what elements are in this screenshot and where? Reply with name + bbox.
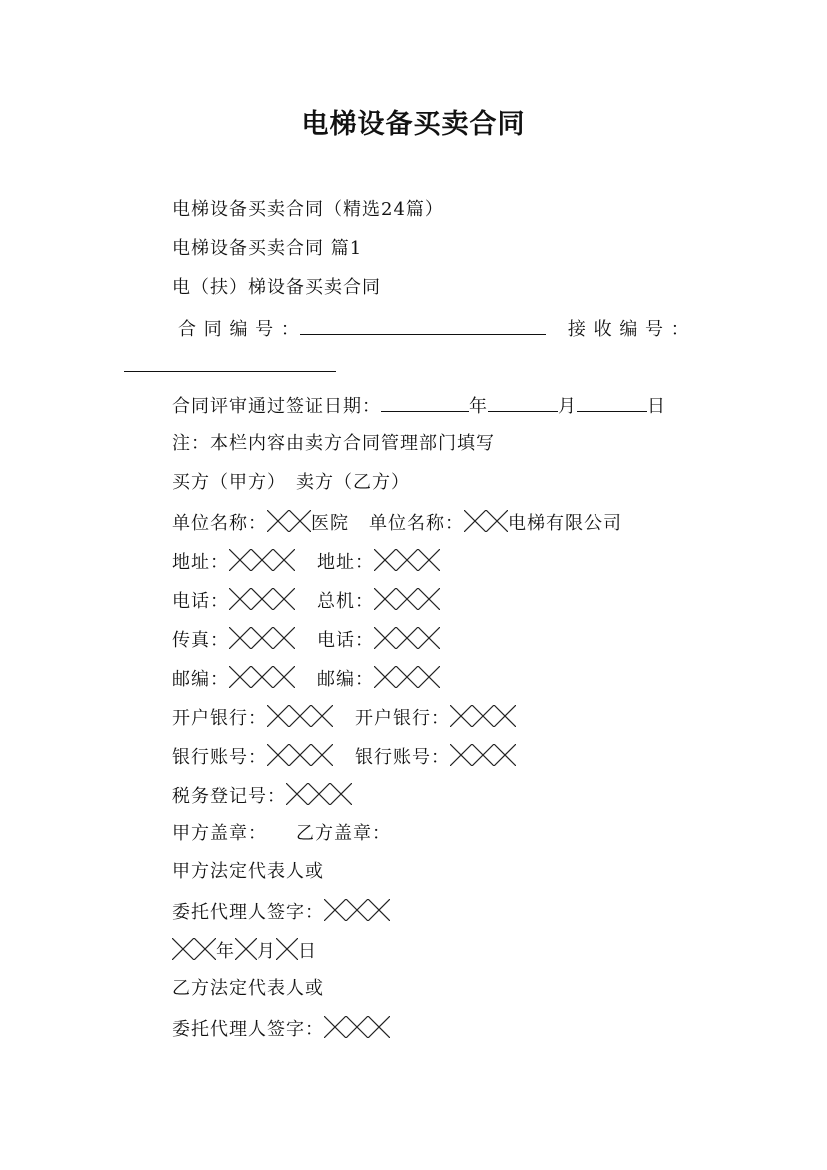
rep-b-line: 乙方法定代表人或 (172, 978, 324, 999)
placeholder-xxx-icon (374, 627, 440, 649)
contract-number-blank (300, 316, 546, 335)
sign-date-line (172, 938, 317, 964)
review-date-line (172, 393, 666, 419)
placeholder-x-icon (276, 938, 298, 960)
seal-line: 甲方盖章： 乙方盖章： (172, 823, 391, 844)
phone-line (172, 588, 440, 614)
sign-a-label: 委托代理人签字： (172, 902, 324, 923)
elevator-company-text: 电梯有限公司 (508, 513, 622, 534)
placeholder-xxx-icon (450, 705, 516, 727)
placeholder-xxx-icon (324, 1016, 390, 1038)
placeholder-xxx-icon (229, 588, 295, 610)
placeholder-xxx-icon (374, 588, 440, 610)
placeholder-xxx-icon (374, 666, 440, 688)
fax-label-a: 传真： (172, 630, 229, 651)
placeholder-x-icon (235, 938, 257, 960)
unit-name-line (172, 510, 622, 536)
year-label: 年 (469, 396, 488, 417)
placeholder-xxx-icon (267, 705, 333, 727)
unit-name-label-a: 单位名称： (172, 513, 267, 534)
month-label: 月 (558, 396, 577, 417)
review-date-label: 合同评审通过签证日期： (172, 396, 381, 417)
bank-line (172, 705, 516, 731)
placeholder-xx-icon (464, 510, 508, 532)
bank-label-b: 开户银行： (355, 708, 450, 729)
placeholder-xxx-icon (374, 549, 440, 571)
day-label: 日 (647, 396, 666, 417)
tax-line (172, 783, 352, 809)
hospital-text: 医院 (311, 513, 349, 534)
placeholder-xx-icon (172, 938, 216, 960)
sign-a-line (172, 899, 390, 925)
note-line: 注：本栏内容由卖方合同管理部门填写 (172, 433, 495, 454)
phone-label-b: 电话： (317, 630, 374, 651)
address-line (172, 549, 440, 575)
contract-heading: 电（扶）梯设备买卖合同 (172, 277, 381, 298)
subtitle-line: 电梯设备买卖合同（精选24篇） (172, 199, 444, 220)
placeholder-xxx-icon (267, 744, 333, 766)
switchboard-label-b: 总机： (317, 591, 374, 612)
fax-line (172, 627, 440, 653)
placeholder-xxx-icon (286, 783, 352, 805)
sign-b-line (172, 1016, 390, 1042)
account-label-a: 银行账号： (172, 747, 267, 768)
contract-number-line (178, 316, 690, 342)
sign-date-year: 年 (216, 941, 235, 962)
placeholder-xxx-icon (229, 549, 295, 571)
tax-label: 税务登记号： (172, 786, 286, 807)
year-blank (381, 393, 469, 412)
placeholder-xxx-icon (450, 744, 516, 766)
postcode-label-a: 邮编： (172, 669, 229, 690)
bank-label-a: 开户银行： (172, 708, 267, 729)
sign-date-month: 月 (257, 941, 276, 962)
document-title: 电梯设备买卖合同 (301, 109, 526, 140)
rep-a-line: 甲方法定代表人或 (172, 861, 324, 882)
postcode-label-b: 邮编： (317, 669, 374, 690)
section-heading: 电梯设备买卖合同 篇1 (172, 238, 363, 259)
placeholder-xxx-icon (324, 899, 390, 921)
sign-date-day: 日 (298, 941, 317, 962)
placeholder-xxx-icon (229, 666, 295, 688)
placeholder-xxx-icon (229, 627, 295, 649)
address-label-b: 地址： (317, 552, 374, 573)
account-label-b: 银行账号： (355, 747, 450, 768)
unit-name-label-b: 单位名称： (369, 513, 464, 534)
phone-label-a: 电话： (172, 591, 229, 612)
account-line (172, 744, 516, 770)
sign-b-label: 委托代理人签字： (172, 1019, 324, 1040)
placeholder-xx-icon (267, 510, 311, 532)
address-label-a: 地址： (172, 552, 229, 573)
receive-number-blank (124, 371, 336, 372)
day-blank (577, 393, 647, 412)
month-blank (488, 393, 558, 412)
contract-number-label: 合 同 编 号 ： (178, 319, 300, 340)
parties-line: 买方（甲方） 卖方（乙方） (172, 472, 410, 493)
postcode-line (172, 666, 440, 692)
receive-number-label: 接 收 编 号 ： (567, 319, 690, 340)
